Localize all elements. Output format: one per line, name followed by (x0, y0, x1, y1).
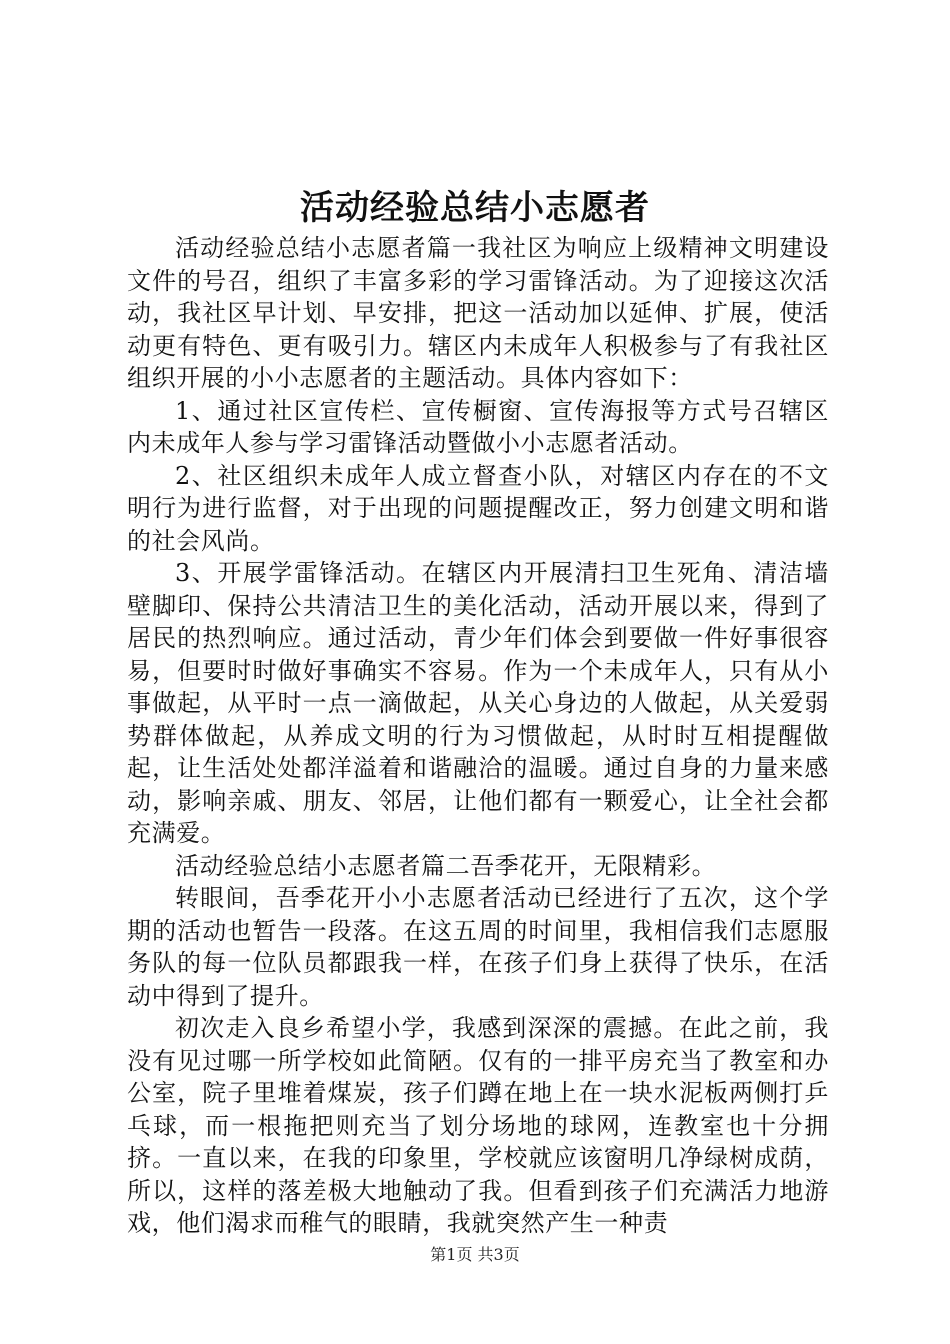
paragraph-part-two-body: 转眼间，吾季花开小小志愿者活动已经进行了五次，这个学期的活动也暂告一段落。在这五周的时间里，我相信我们志愿服务队的每一位队员都跟我一样，在孩子们身上获得了快乐，在活动中得到了提升。 (127, 884, 829, 1010)
paragraph-part-two-heading: 活动经验总结小志愿者篇二吾季花开，无限精彩。 (175, 851, 717, 880)
paragraph-item-2: 2、社区组织未成年人成立督查小队，对辖区内存在的不文明行为进行监督，对于出现的问题提醒改正，努力创建文明和谐的社会风尚。 (127, 461, 829, 555)
paragraph-item-3: 3、开展学雷锋活动。在辖区内开展清扫卫生死角、清洁墙壁脚印、保持公共清洁卫生的美化活动，活动开展以来，得到了居民的热烈响应。通过活动，青少年们体会到要做一件好事很容易，但要时时做好事确实不容易。作为一个未成年人，只有从小事做起，从平时一点一滴做起，从关心身边的人做起，从关爱弱势群体做起，从养成文明的行为习惯做起，从时时互相提醒做起，让生活处处都洋溢着和谐融洽的温暖。通过自身的力量来感动，影响亲戚、朋友、邻居，让他们都有一颗爱心，让全社会都充满爱。 (127, 559, 829, 847)
paragraph-intro: 活动经验总结小志愿者篇一我社区为响应上级精神文明建设文件的号召，组织了丰富多彩的学习雷锋活动。为了迎接这次活动，我社区早计划、早安排，把这一活动加以延伸、扩展，使活动更有特色、更有吸引力。辖区内未成年人积极参与了有我社区组织开展的小小志愿者的主题活动。具体内容如下： (127, 234, 829, 392)
page-footer: 第1页 共3页 (430, 1245, 520, 1264)
document-title: 活动经验总结小志愿者 (300, 188, 650, 228)
document-body (127, 232, 829, 1240)
paragraph-first-visit: 初次走入良乡希望小学，我感到深深的震撼。在此之前，我没有见过哪一所学校如此简陋。仅有的一排平房充当了教室和办公室，院子里堆着煤炭，孩子们蹲在地上在一块水泥板两侧打乒乓球，而一根拖把则充当了划分场地的球网，连教室也十分拥挤。一直以来，在我的印象里，学校就应该窗明几净绿树成荫，所以，这样的落差极大地触动了我。但看到孩子们充满活力地游戏，他们渴求而稚气的眼睛，我就突然产生一种责 (127, 1014, 829, 1237)
paragraph-item-1: 1、通过社区宣传栏、宣传橱窗、宣传海报等方式号召辖区内未成年人参与学习雷锋活动暨做小小志愿者活动。 (127, 396, 829, 457)
